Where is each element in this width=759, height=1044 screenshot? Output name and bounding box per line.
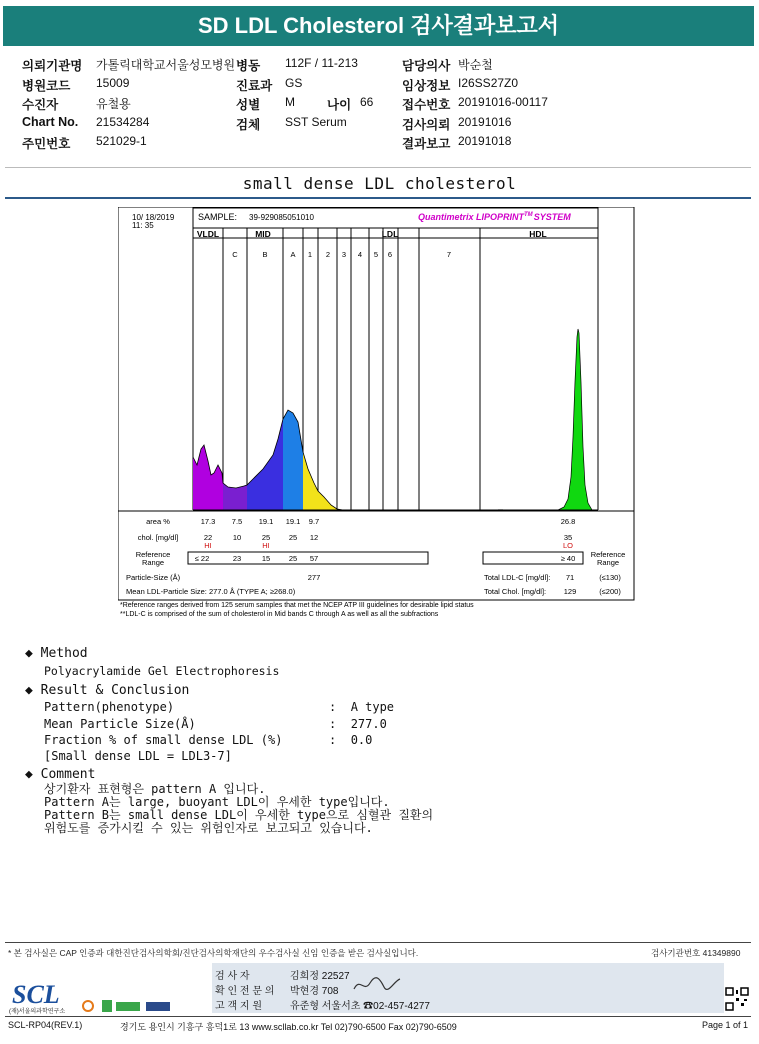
brand-label: Quantimetrix LIPOPRINT™SYSTEM — [418, 212, 571, 222]
area-label: area % — [146, 517, 170, 526]
total-ldl-ref: (≤130) — [599, 573, 621, 582]
total-chol-ref: (≤200) — [599, 587, 621, 596]
comment-text — [44, 783, 433, 835]
area-value: 19.1 — [258, 517, 274, 526]
chart-date: 10/ 18/2019 — [132, 213, 175, 222]
area-value: 7.5 — [231, 517, 243, 526]
diamond-bullet-icon: ◆ — [25, 646, 33, 661]
scl-logo-sub: (재)서울의과학연구소 — [9, 1009, 66, 1015]
label-chart-no: Chart No. — [22, 115, 79, 129]
sample-id: 39-929085051010 — [249, 213, 314, 222]
mid-band-label: C — [232, 250, 238, 259]
group-label-ldl: LDL — [381, 229, 399, 239]
ref-value-hdl: ≥ 40 — [560, 554, 576, 563]
label-hospital-code: 병원코드 — [22, 79, 71, 93]
method-heading: ◆ Method — [25, 646, 88, 661]
accreditation-logos — [80, 997, 176, 1016]
chol-value: 10 — [232, 533, 242, 542]
value-specimen: SST Serum — [285, 115, 347, 129]
value-patient: 유철용 — [96, 97, 131, 111]
chol-value: 25 — [261, 533, 271, 542]
area-value: 9.7 — [308, 517, 320, 526]
area-value: 17.3 — [200, 517, 216, 526]
lab-address: 경기도 용인시 기흥구 흥덕1로 13 www.scllab.co.kr Tel 02)790-6500 Fax 02)790-6509 — [120, 1022, 457, 1032]
divider — [5, 167, 751, 168]
label-accession-no: 접수번호 — [402, 98, 451, 112]
value-accession-no: 20191016-00117 — [458, 95, 548, 109]
total-chol-value: 129 — [563, 587, 577, 596]
ldl-band-label: 5 — [373, 250, 379, 259]
area-value: 19.1 — [285, 517, 301, 526]
value-hospital-code: 15009 — [96, 76, 130, 90]
ref-value: ≤ 22 — [194, 554, 210, 563]
scl-logo: SCL — [12, 980, 60, 1009]
mid-band-label: B — [262, 250, 268, 259]
result-row-fraction: Fraction % of small dense LDL (%) — [44, 733, 283, 747]
mid-band-label: A — [290, 250, 296, 259]
signatory-row-tester: 검 사 자 김희정 22527 — [215, 971, 350, 982]
ref-label-1: Reference — [135, 550, 171, 559]
footer-bottom-divider — [5, 1016, 751, 1017]
value-resident-no: 521029-1 — [96, 134, 147, 148]
footnote-ldl: **LDL-C is comprised of the sum of cholesterol in Mid bands C through A as well as all the subfractions — [120, 611, 439, 618]
sample-label: SAMPLE: — [198, 212, 238, 222]
chol-value: 25 — [288, 533, 298, 542]
ref-value: 25 — [288, 554, 298, 563]
label-age: 나이 — [327, 98, 352, 112]
value-department: GS — [285, 76, 303, 90]
label-report-date: 결과보고 — [402, 137, 451, 151]
chol-label: chol. [mg/dl] — [137, 533, 179, 542]
label-resident-no: 주민번호 — [22, 137, 71, 151]
value-request-date: 20191016 — [458, 115, 512, 129]
ldl-band-label: 1 — [307, 250, 313, 259]
comment-line: 위험도를 증가시킬 수 있는 위험인자로 보고되고 있습니다. — [44, 821, 373, 835]
value-age: 66 — [360, 95, 374, 109]
diamond-bullet-icon: ◆ — [25, 767, 33, 782]
ref-label-2: Range — [141, 558, 165, 567]
ldl-band-label: 4 — [357, 250, 363, 259]
label-request-date: 검사의뢰 — [402, 118, 451, 132]
chol-value: 22 — [203, 533, 213, 542]
value-doctor: 박순철 — [458, 58, 493, 72]
label-sex: 성별 — [236, 98, 261, 112]
cap-logo-icon — [80, 998, 176, 1012]
label-ward: 병동 — [236, 59, 261, 73]
footnote-reference: *Reference ranges derived from 125 serum samples that met the NCEP ATP III guidelines for desirable lipid status — [120, 602, 474, 609]
institution-number: 검사기관번호 41349890 — [651, 948, 741, 958]
section-divider — [5, 197, 751, 199]
ref-value: 57 — [309, 554, 319, 563]
result-value-size: : 277.0 — [329, 717, 387, 731]
signature-icon — [352, 975, 402, 995]
ref-value: 15 — [261, 554, 271, 563]
result-row-size: Mean Particle Size(Å) — [44, 717, 196, 731]
ref-label-hdl-1: Reference — [590, 550, 626, 559]
area-value-hdl: 26.8 — [560, 517, 576, 526]
lipoprint-chart — [118, 207, 636, 622]
result-row-pattern: Pattern(phenotype) — [44, 700, 175, 714]
value-report-date: 20191018 — [458, 134, 512, 148]
total-ldl-label: Total LDL-C [mg/dl]: — [484, 573, 551, 582]
ldl-band-label: 2 — [325, 250, 331, 259]
signatory-row-specialist: 확 인 전 문 의 박현경 708 — [215, 986, 339, 997]
particle-size-label: Particle-Size (Å) — [126, 573, 181, 582]
ldl-band-label: 7 — [446, 250, 452, 259]
value-ward: 112F / 11-213 — [285, 56, 358, 70]
ldl-band-label: 6 — [387, 250, 393, 259]
result-note: [Small dense LDL = LDL3-7] — [44, 749, 232, 763]
group-label-mid: MID — [255, 229, 271, 239]
value-clinical-info: I26SS27Z0 — [458, 76, 519, 90]
label-department: 진료과 — [236, 79, 273, 93]
ldl-band-label: 3 — [341, 250, 347, 259]
value-sex: M — [285, 95, 295, 109]
mean-particle-size: Mean LDL-Particle Size: 277.0 Å (TYPE A; ≥268.0) — [126, 587, 296, 596]
label-patient: 수진자 — [22, 98, 59, 112]
signatory-row-support: 고 객 지 원 유준형 서울서초 ☎02-457-4277 — [215, 1001, 430, 1012]
cert-statement: * 본 검사실은 CAP 인증과 대한진단검사의학회/진단검사의학재단의 우수검사실 신임 인증을 받은 검사실입니다. — [8, 948, 419, 958]
diamond-bullet-icon: ◆ — [25, 683, 33, 698]
document-code: SCL-RP04(REV.1) — [8, 1020, 83, 1030]
label-requesting-institution: 의뢰기관명 — [22, 59, 83, 73]
flag-vldl: HI — [204, 541, 212, 550]
group-label-hdl: HDL — [529, 229, 547, 239]
footer-divider — [5, 942, 751, 943]
ref-value: 23 — [232, 554, 242, 563]
result-heading: ◆ Result & Conclusion — [25, 683, 190, 698]
section-title: small dense LDL cholesterol — [242, 174, 517, 193]
report-title: SD LDL Cholesterol 검사결과보고서 — [3, 6, 754, 46]
chart-frame — [118, 207, 634, 600]
flag-mid-b: HI — [262, 541, 270, 550]
particle-size-value: 277 — [307, 573, 321, 582]
label-specimen: 검체 — [236, 118, 261, 132]
chart-time: 11: 35 — [132, 221, 154, 230]
page-number: Page 1 of 1 — [702, 1020, 749, 1030]
ref-label-hdl-2: Range — [596, 558, 620, 567]
label-doctor: 담당의사 — [402, 59, 451, 73]
comment-line: Pattern B는 small dense LDL이 우세한 type으로 심혈관 질환의 — [44, 808, 434, 822]
total-chol-label: Total Chol. [mg/dl]: — [484, 587, 547, 596]
total-ldl-value: 71 — [565, 573, 575, 582]
result-value-pattern: : A type — [329, 700, 395, 714]
qr-code-icon — [725, 987, 749, 1011]
comment-heading: ◆ Comment — [25, 767, 96, 782]
result-value-fraction: : 0.0 — [329, 733, 373, 747]
chol-value-hdl: 35 — [563, 533, 573, 542]
chol-value: 12 — [309, 533, 319, 542]
flag-hdl: LO — [562, 541, 574, 550]
comment-line: Pattern A는 large, buoyant LDL이 우세한 type입니다. — [44, 795, 390, 809]
label-clinical-info: 임상정보 — [402, 79, 451, 93]
value-requesting-institution: 가톨릭대학교서울성모병원 — [96, 58, 236, 72]
comment-line: 상기환자 표현형은 pattern A 입니다. — [44, 782, 266, 796]
group-label-vldl: VLDL — [196, 229, 220, 239]
method-text: Polyacrylamide Gel Electrophoresis — [44, 664, 280, 678]
value-chart-no: 21534284 — [96, 115, 150, 129]
